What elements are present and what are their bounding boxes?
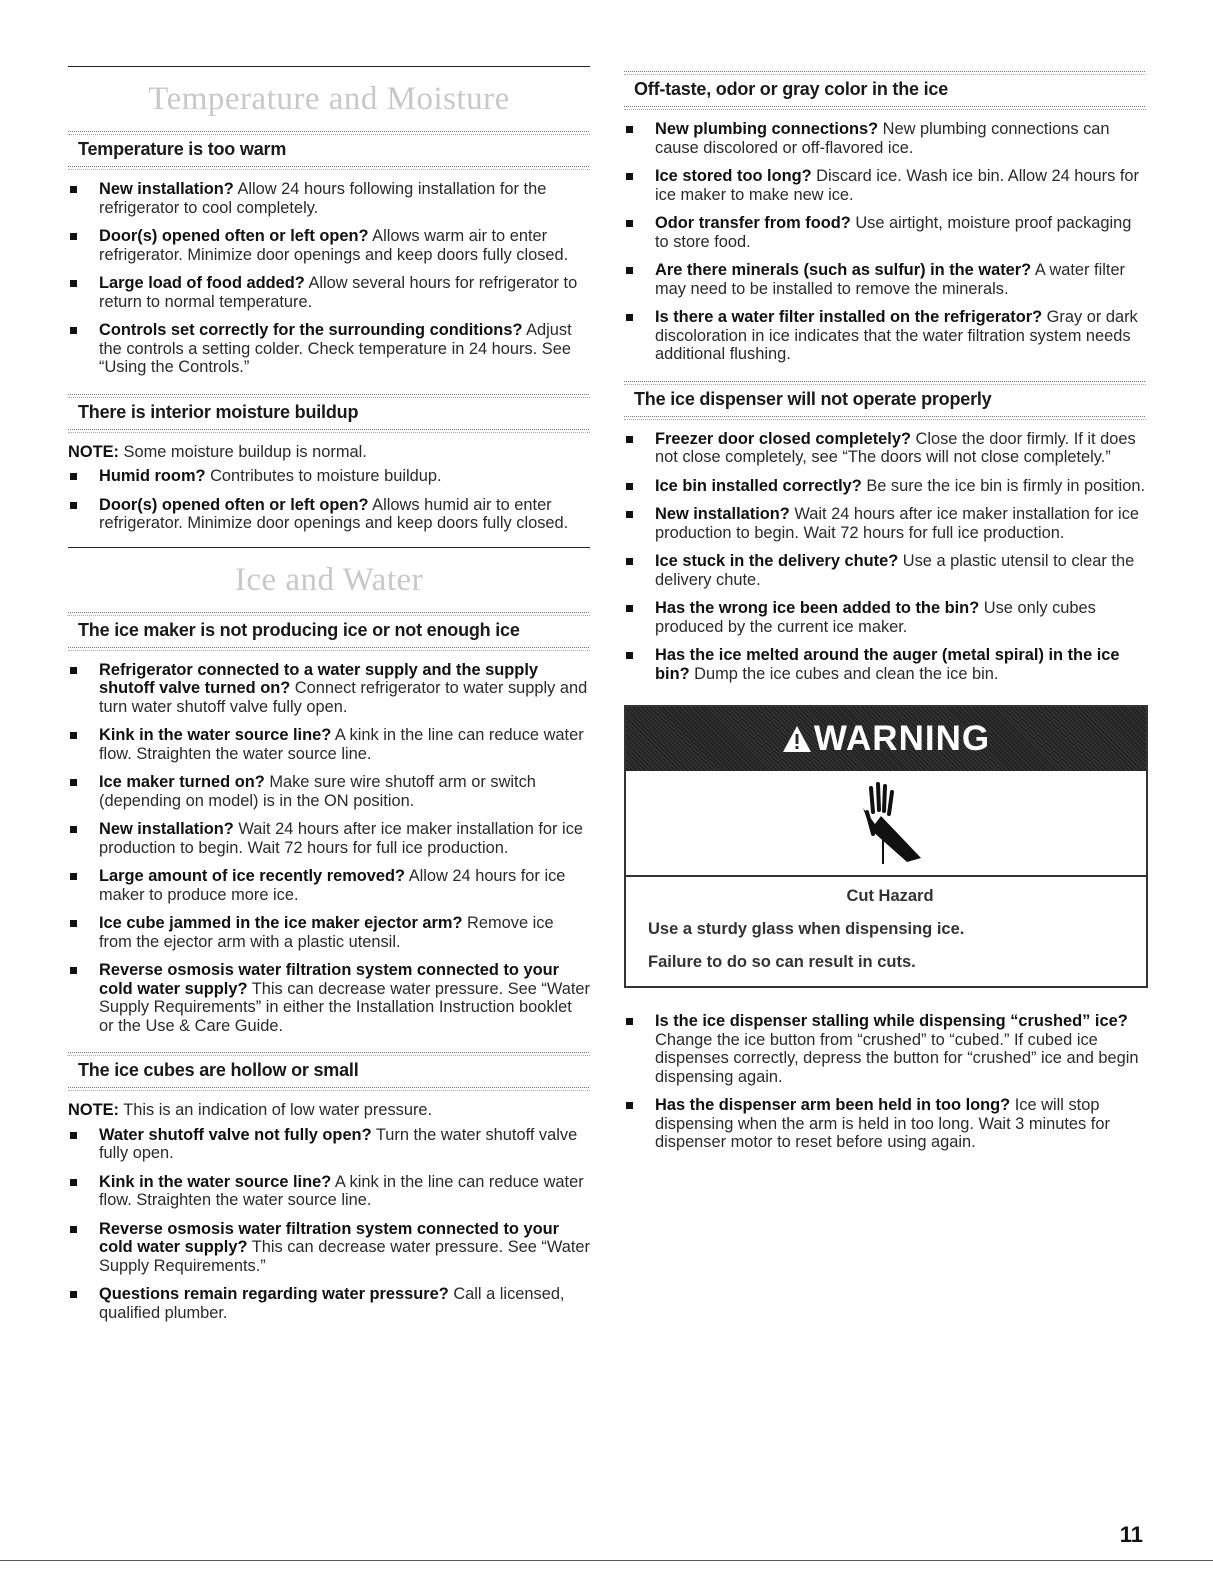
item-answer: Allow several hours for refrigerator to return to normal temperature.	[99, 274, 578, 311]
list-item	[68, 820, 590, 857]
item-answer: Close the door firmly. If it does not close completely, see “The doors will not close completely.”	[655, 429, 1136, 466]
list-item	[624, 308, 1146, 364]
item-question: Are there minerals (such as sulfur) in the water?	[655, 261, 1032, 279]
list-item	[68, 467, 590, 486]
item-question: Ice maker turned on?	[99, 773, 265, 791]
list-item	[624, 1012, 1146, 1086]
subsection-heading: The ice cubes are hollow or small	[78, 1060, 359, 1080]
item-question: New installation?	[99, 180, 234, 198]
list-item	[68, 867, 590, 904]
section-rule	[68, 547, 590, 548]
item-answer: Discard ice. Wash ice bin. Allow 24 hours for ice maker to make new ice.	[655, 167, 1139, 204]
list-item	[68, 1126, 590, 1163]
item-answer: This can decrease water pressure. See “Water Supply Requirements.”	[99, 1238, 590, 1275]
page-number: 11	[1119, 1522, 1143, 1547]
moisture-list	[68, 467, 590, 533]
note	[68, 443, 590, 462]
item-question: Water shutoff valve not fully open?	[99, 1125, 372, 1144]
warning-label: WARNING	[813, 719, 991, 758]
item-answer: Use a plastic utensil to clear the delivery chute.	[655, 552, 1135, 589]
item-answer: Use airtight, moisture proof packaging to store food.	[655, 214, 1132, 251]
section-title-temperature: Temperature and Moisture	[148, 81, 510, 117]
warning-line-2: Failure to do so can result in cuts.	[648, 953, 916, 971]
list-item	[624, 1096, 1146, 1152]
item-question: Kink in the water source line?	[99, 1172, 332, 1191]
list-item	[624, 505, 1146, 542]
item-question: Questions remain regarding water pressure?	[99, 1285, 449, 1303]
item-question: New installation?	[99, 820, 234, 838]
dispenser-list-continued	[624, 1012, 1146, 1152]
list-item	[68, 1285, 590, 1322]
note-label: NOTE:	[68, 1101, 119, 1119]
section-rule	[68, 66, 590, 67]
item-question: Odor transfer from food?	[655, 214, 851, 232]
note-text: Some moisture buildup is normal.	[119, 442, 367, 461]
warning-line-1: Use a sturdy glass when dispensing ice.	[648, 920, 965, 938]
dotted-rule	[68, 428, 590, 433]
list-item	[68, 274, 590, 311]
warning-title	[782, 719, 990, 759]
item-question: Large load of food added?	[99, 274, 305, 292]
dotted-rule	[68, 646, 590, 651]
subsection-off-taste	[624, 70, 1146, 110]
item-answer: Be sure the ice bin is firmly in position.	[861, 476, 1146, 495]
item-answer: Gray or dark discoloration in ice indicates that the water filtration system needs additional flushing.	[655, 308, 1138, 363]
item-question: Freezer door closed completely?	[655, 429, 911, 448]
list-item	[68, 227, 590, 264]
item-answer: Wait 24 hours after ice maker installation for ice production to begin. Wait 72 hours for full ice production.	[99, 820, 584, 857]
item-question: Ice stuck in the delivery chute?	[655, 552, 899, 570]
right-column	[624, 70, 1146, 1162]
list-item	[68, 726, 590, 763]
subsection-hollow	[68, 1051, 590, 1091]
cut-hazard-hand-icon	[841, 778, 931, 868]
item-answer: Adjust the controls a setting colder. Check temperature in 24 hours. See “Using the Controls.”	[99, 321, 572, 376]
subsection-too-warm	[68, 130, 590, 170]
subsection-dispenser	[624, 380, 1146, 420]
list-item	[624, 599, 1146, 636]
hollow-list	[68, 1126, 590, 1323]
note-text: This is an indication of low water pressure.	[119, 1101, 433, 1119]
bottom-rule	[0, 1560, 1213, 1561]
list-item	[624, 214, 1146, 251]
item-question: Reverse osmosis water filtration system connected to your cold water supply?	[99, 961, 559, 998]
item-question: Ice cube jammed in the ice maker ejector arm?	[99, 914, 463, 932]
dotted-rule	[68, 165, 590, 170]
list-item	[68, 321, 590, 377]
list-item	[624, 167, 1146, 204]
item-answer: Change the ice button from “crushed” to “cubed.” If cubed ice dispenses correctly, depress the button for “crushed” ice and begin dispensing again.	[655, 1030, 1139, 1086]
subsection-heading: Off-taste, odor or gray color in the ice	[634, 79, 949, 99]
item-answer: Connect refrigerator to water supply and turn water shutoff valve fully open.	[99, 679, 588, 716]
list-item	[68, 773, 590, 810]
item-answer: Allow 24 hours following installation for the refrigerator to cool completely.	[99, 180, 547, 217]
subsection-heading: Temperature is too warm	[78, 139, 287, 159]
too-warm-list	[68, 180, 590, 377]
item-answer: Allows warm air to enter refrigerator. Minimize door openings and keep doors fully closed.	[99, 227, 569, 264]
hazard-label: Cut Hazard	[846, 887, 934, 905]
dispenser-list	[624, 430, 1146, 684]
item-question: Door(s) opened often or left open?	[99, 495, 369, 514]
warning-icon-area	[626, 771, 1146, 877]
item-question: Has the dispenser arm been held in too long?	[655, 1096, 1011, 1114]
item-answer: Call a licensed, qualified plumber.	[99, 1285, 565, 1322]
list-item	[624, 261, 1146, 298]
not-producing-list	[68, 661, 590, 1036]
item-answer: A kink in the line can reduce water flow. Straighten the water source line.	[99, 726, 584, 763]
note	[68, 1101, 590, 1120]
item-question: Has the wrong ice been added to the bin?	[655, 599, 980, 617]
warning-triangle-icon	[782, 725, 812, 753]
note-label: NOTE:	[68, 442, 119, 461]
list-item	[68, 661, 590, 717]
item-answer: Wait 24 hours after ice maker installation for ice production to begin. Wait 72 hours for full ice production.	[655, 505, 1140, 542]
item-question: Ice bin installed correctly?	[655, 476, 862, 495]
item-answer: Ice will stop dispensing when the arm is held in too long. Wait 3 minutes for dispenser motor to reset before using again.	[655, 1096, 1110, 1151]
item-question: Reverse osmosis water filtration system connected to your cold water supply?	[99, 1219, 559, 1256]
subsection-heading: The ice maker is not producing ice or not enough ice	[78, 619, 520, 640]
left-column	[68, 66, 590, 1332]
list-item	[68, 914, 590, 951]
item-answer: Allows humid air to enter refrigerator. Minimize door openings and keep doors fully closed.	[99, 495, 569, 532]
warning-box	[624, 705, 1148, 988]
item-question: New installation?	[655, 505, 790, 523]
dotted-rule	[68, 1086, 590, 1091]
subsection-moisture	[68, 393, 590, 433]
item-question: Is the ice dispenser stalling while dispensing “crushed” ice?	[655, 1012, 1128, 1030]
item-answer: A water filter may need to be installed to remove the minerals.	[655, 261, 1126, 298]
item-question: New plumbing connections?	[655, 120, 879, 138]
subsection-not-producing	[68, 611, 590, 651]
item-answer: Turn the water shutoff valve fully open.	[99, 1125, 578, 1162]
off-taste-list	[624, 120, 1146, 364]
item-question: Refrigerator connected to a water supply and the supply shutoff valve turned on?	[99, 660, 538, 697]
item-answer: Contributes to moisture buildup.	[205, 467, 442, 485]
item-answer: New plumbing connections can cause discolored or off-flavored ice.	[655, 120, 1110, 157]
warning-header	[626, 707, 1146, 771]
list-item	[624, 430, 1146, 467]
subsection-heading: There is interior moisture buildup	[78, 401, 359, 422]
list-item	[624, 477, 1146, 496]
item-answer: Allow 24 hours for ice maker to produce more ice.	[99, 867, 566, 904]
item-question: Large amount of ice recently removed?	[99, 867, 406, 885]
item-question: Door(s) opened often or left open?	[99, 227, 369, 245]
item-question: Controls set correctly for the surrounding conditions?	[99, 321, 523, 339]
item-answer: Dump the ice cubes and clean the ice bin.	[689, 664, 999, 683]
item-question: Ice stored too long?	[655, 167, 812, 185]
list-item	[68, 961, 590, 1035]
item-question: Kink in the water source line?	[99, 726, 332, 744]
subsection-heading: The ice dispenser will not operate properly	[634, 388, 992, 409]
item-answer: Use only cubes produced by the current ice maker.	[655, 599, 1096, 636]
item-question: Is there a water filter installed on the refrigerator?	[655, 308, 1043, 326]
list-item	[68, 1220, 590, 1276]
list-item	[68, 180, 590, 217]
list-item	[624, 552, 1146, 589]
list-item	[624, 120, 1146, 157]
list-item	[68, 496, 590, 533]
item-answer: Remove ice from the ejector arm with a plastic utensil.	[99, 914, 554, 951]
dotted-rule	[624, 415, 1146, 420]
dotted-rule	[624, 105, 1146, 110]
list-item	[68, 1173, 590, 1210]
item-answer: This can decrease water pressure. See “Water Supply Requirements” in either the Installation Instruction booklet or the Use & Care Guide.	[99, 979, 590, 1035]
section-title-ice-water: Ice and Water	[234, 561, 424, 598]
item-answer: A kink in the line can reduce water flow. Straighten the water source line.	[99, 1172, 584, 1209]
item-question: Humid room?	[99, 467, 206, 485]
item-question: Has the ice melted around the auger (metal spiral) in the ice bin?	[655, 646, 1120, 683]
warning-body	[626, 877, 1146, 986]
list-item	[624, 646, 1146, 683]
item-answer: Make sure wire shutoff arm or switch (depending on model) is in the ON position.	[99, 773, 536, 810]
